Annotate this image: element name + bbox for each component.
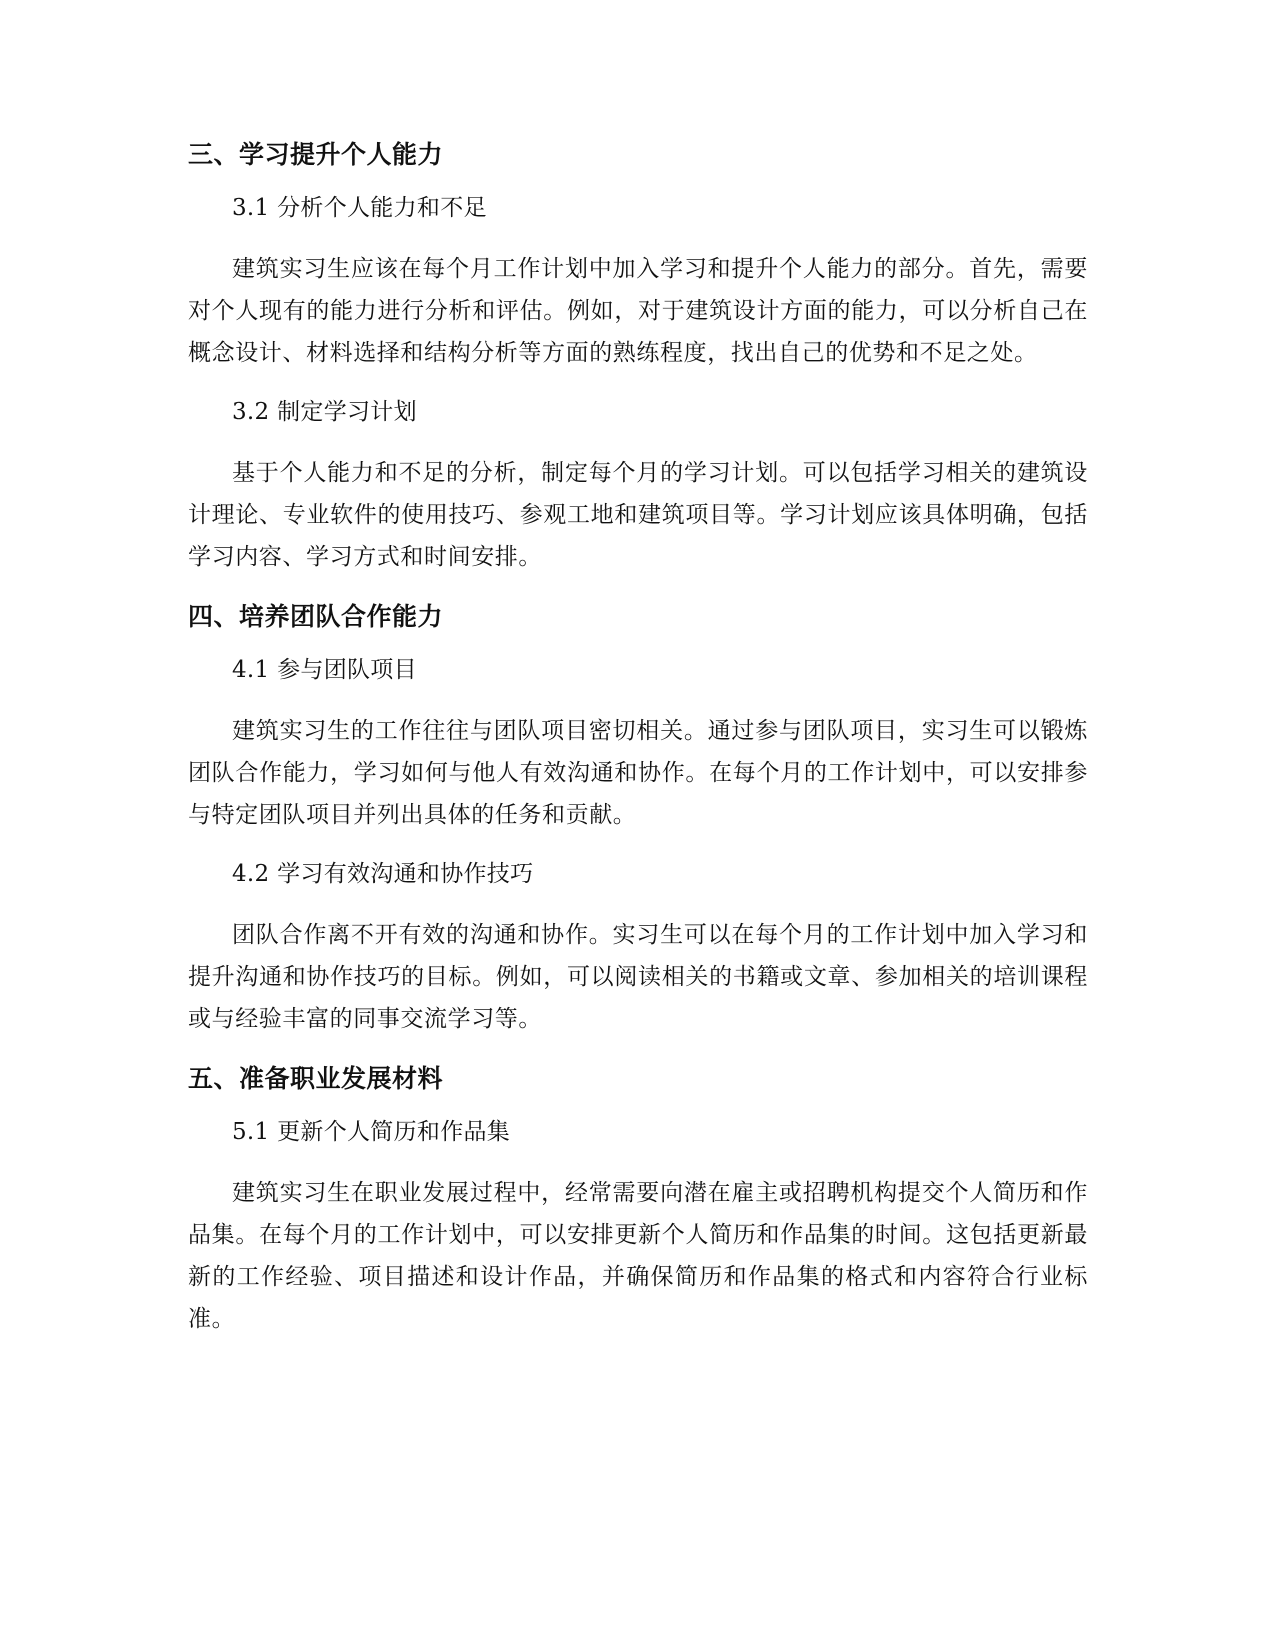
section-heading: 四、培养团队合作能力 xyxy=(188,602,444,631)
subsection-title: 5.1 更新个人简历和作品集 xyxy=(232,1119,511,1145)
paragraph: 建筑实习生应该在每个月工作计划中加入学习和提升个人能力的部分。首先，需要对个人现有的能力进行分析和评估。例如，对于建筑设计方面的能力，可以分析自己在概念设计、材料选择和结构分析等方面的熟练程度，找出自己的优势和不足之处。 xyxy=(188,256,1088,366)
subsection-title: 4.2 学习有效沟通和协作技巧 xyxy=(232,861,534,887)
subsection-title: 3.2 制定学习计划 xyxy=(232,399,417,425)
section-four xyxy=(188,600,1088,1040)
section-heading: 三、学习提升个人能力 xyxy=(188,140,444,169)
paragraph: 建筑实习生的工作往往与团队项目密切相关。通过参与团队项目，实习生可以锻炼团队合作能力，学习如何与他人有效沟通和协作。在每个月的工作计划中，可以安排参与特定团队项目并列出具体的任务和贡献。 xyxy=(188,718,1088,828)
section-heading: 五、准备职业发展材料 xyxy=(188,1064,444,1093)
paragraph: 建筑实习生在职业发展过程中，经常需要向潜在雇主或招聘机构提交个人简历和作品集。在每个月的工作计划中，可以安排更新个人简历和作品集的时间。这包括更新最新的工作经验、项目描述和设计作品，并确保简历和作品集的格式和内容符合行业标准。 xyxy=(188,1180,1088,1332)
document-body xyxy=(188,138,1088,1362)
subsection-title: 3.1 分析个人能力和不足 xyxy=(232,195,487,221)
paragraph: 基于个人能力和不足的分析，制定每个月的学习计划。可以包括学习相关的建筑设计理论、专业软件的使用技巧、参观工地和建筑项目等。学习计划应该具体明确，包括学习内容、学习方式和时间安排。 xyxy=(188,460,1088,570)
section-five xyxy=(188,1062,1088,1340)
subsection-title: 4.1 参与团队项目 xyxy=(232,657,417,683)
paragraph: 团队合作离不开有效的沟通和协作。实习生可以在每个月的工作计划中加入学习和提升沟通和协作技巧的目标。例如，可以阅读相关的书籍或文章、参加相关的培训课程或与经验丰富的同事交流学习等。 xyxy=(188,922,1088,1032)
section-three xyxy=(188,138,1088,578)
